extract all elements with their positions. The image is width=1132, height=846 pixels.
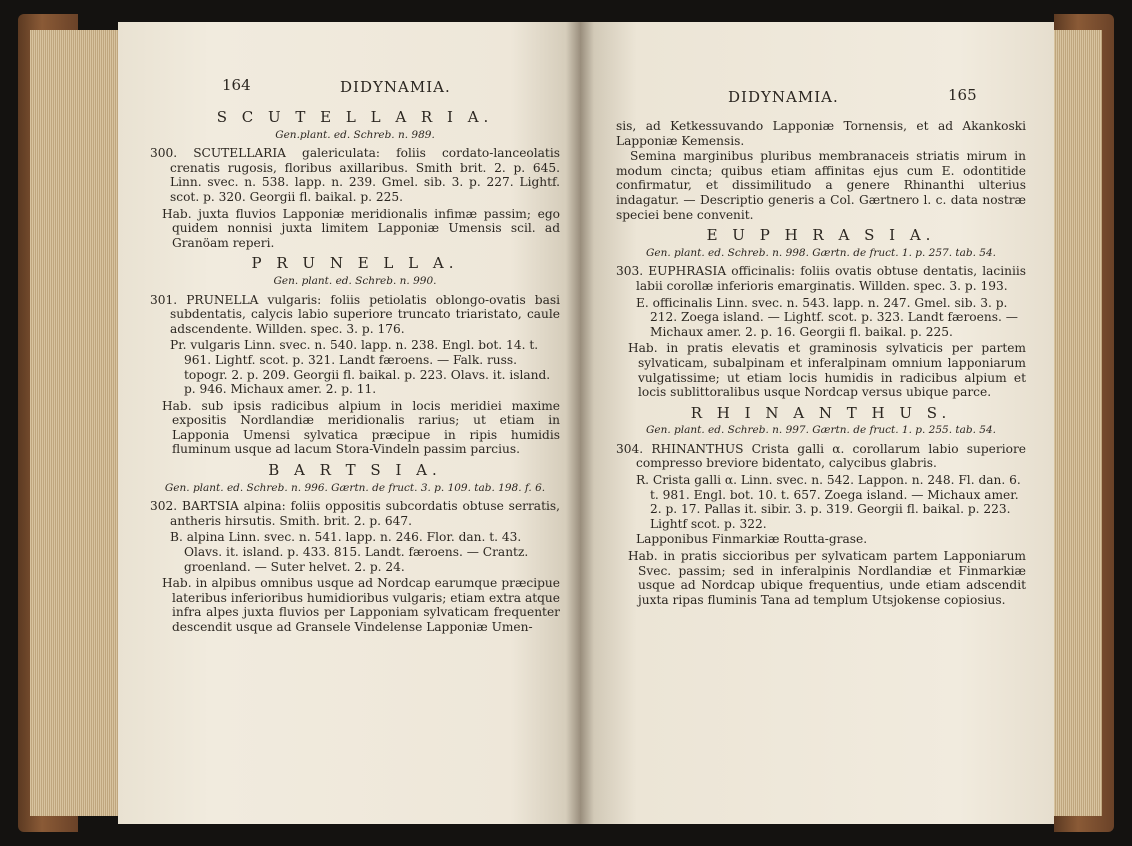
genus-reference: Gen. plant. ed. Schreb. n. 997. Gærtn. de fruct. 1. p. 255. tab. 54. [646, 424, 996, 437]
species-entry: 300. SCUTELLARIA galericulata: foliis cordato-lanceolatis crenatis rugosis, floribus axillaribus. Smith brit. 2. p. 645. Linn. svec. n. 538. lapp. n. 239. Gmel. sib. 3. p. 227. Lightf. scot. p. 320. Georgii fl. baikal. p. 225. [150, 146, 560, 204]
page-edges-left [30, 30, 120, 816]
left-page-text [150, 104, 560, 637]
habitat-text: Hab. in alpibus omnibus usque ad Nordcap earumque præcipue lateribus inferioribus humidioribus vulgaris; etiam extra atque infra alpes juxta fluvios per Lapponiam sylvaticam frequenter descendit usque ad Gransele Vindelense Lapponiæ Umen- [162, 576, 560, 634]
page-number: 165 [948, 86, 977, 104]
genus-reference: Gen.plant. ed. Schreb. n. 989. [275, 128, 435, 141]
species-entry: 304. RHINANTHUS Crista galli α. corollarum labio superiore compresso breviore bidentato, calycibus glabris. [616, 441, 1026, 471]
running-head: DIDYNAMIA. [728, 88, 839, 106]
habitat-text: Hab. in pratis elevatis et graminosis sylvaticis per partem sylvaticam, subalpinam et inferalpinam omnium lapponiarum vulgatissime; ut etiam locis humidis in radicibus alpium et locis sublittoralibus usque Nordcap versus ubique parce. [628, 341, 1026, 400]
genus-title: R H I N A N T H U S. [690, 403, 952, 422]
genus-reference: Gen. plant. ed. Schreb. n. 990. [273, 274, 437, 287]
left-page [118, 22, 580, 824]
species-entry: 303. EUPHRASIA officinalis: foliis ovatis obtuse dentatis, laciniis labii corollæ inferioris emarginatis. Willden. spec. 3. p. 193. [616, 264, 1026, 293]
synonym-text: R. Crista galli α. Linn. svec. n. 542. Lappon. n. 248. Fl. dan. 6. t. 981. Engl. bot. 10. t. 657. Zoega island. — Michaux amer. 2. p. 17. Pallas it. sibir. 3. p. 319. Georgii fl. baikal. p. 223. Lightf scot. p. 322. [636, 473, 1021, 531]
vernacular-name: Lapponibus Finmarkiæ Routta-grase. [636, 532, 868, 547]
synonym-text: B. alpina Linn. svec. n. 541. lapp. n. 246. Flor. dan. t. 43. Olavs. it. island. p. 433. 815. Landt. færoens. — Crantz. groenland. — Suter helvet. 2. p. 24. [170, 530, 529, 574]
genus-title: S C U T E L L A R I A. [216, 108, 494, 126]
habitat-text: Hab. juxta fluvios Lapponiæ meridionalis infimæ passim; ego quidem nonnisi juxta limitem Lapponiæ Umensis scil. ad Granöam reperi. [162, 206, 560, 250]
synonym-text: E. officinalis Linn. svec. n. 543. lapp. n. 247. Gmel. sib. 3. p. 212. Zoega island. — Lightf. scot. p. 323. Landt færoens. — Michaux amer. 2. p. 16. Georgii fl. baikal. p. 225. [636, 295, 1018, 339]
species-entry: 301. PRUNELLA vulgaris: foliis petiolatis oblongo-ovatis basi subdentatis, calycis labio superiore truncato triaristato, caule adscendente. Willden. spec. 3. p. 176. [150, 292, 560, 336]
habitat-text: Hab. in pratis siccioribus per sylvaticam partem Lapponiarum Svec. passim; sed in inferalpinis Nordlandiæ et Finmarkiæ usque ad Nordcap ubique frequentius, unde etiam adscendit juxta ripas fluminis Tana ad templum Utsjokense copiosius. [628, 549, 1026, 607]
page-number: 164 [222, 76, 251, 94]
genus-title: B A R T S I A. [268, 461, 442, 480]
running-head: DIDYNAMIA. [340, 78, 451, 96]
genus-reference: Gen. plant. ed. Schreb. n. 998. Gærtn. de fruct. 1. p. 257. tab. 54. [646, 246, 996, 259]
right-page-text [616, 118, 1026, 609]
note-text: Semina marginibus pluribus membranaceis striatis mirum in modum cincta; quibus etiam affinitas ejus cum E. odontitide confirmatur, et dissimilitudo a genere Rhinanthi ulterius indagatur. — Descriptio generis a Col. Gærtnero l. c. data nostræ speciei bene convenit. [616, 149, 1026, 222]
right-page [580, 22, 1054, 824]
book-gutter [566, 22, 594, 824]
genus-title: P R U N E L L A. [251, 254, 459, 273]
continuation-text: sis, ad Ketkessuvando Lapponiæ Tornensis, et ad Akankoski Lapponiæ Kemensis. [616, 119, 1026, 148]
habitat-text: Hab. sub ipsis radicibus alpium in locis meridiei maxime expositis Nordlandiæ meridionalis rarius; ut etiam in Lapponia Umensi sylvatica præcipue in ripis humidis fluminum usque ad lacum Stora-Vindeln passim parcius. [162, 398, 560, 457]
genus-title: E U P H R A S I A. [706, 226, 936, 245]
species-entry: 302. BARTSIA alpina: foliis oppositis subcordatis obtuse serratis, antheris hirsutis. Smith. brit. 2. p. 647. [150, 499, 560, 528]
genus-reference: Gen. plant. ed. Schreb. n. 996. Gærtn. de fruct. 3. p. 109. tab. 198. f. 6. [164, 481, 546, 494]
synonym-text: Pr. vulgaris Linn. svec. n. 540. lapp. n. 238. Engl. bot. 14. t. 961. Lightf. scot. p. 321. Landt færoens. — Falk. russ. topogr. 2. p. 209. Georgii fl. baikal. p. 223. Olavs. it. island. p. 946. Michaux amer. 2. p. 11. [170, 338, 551, 397]
